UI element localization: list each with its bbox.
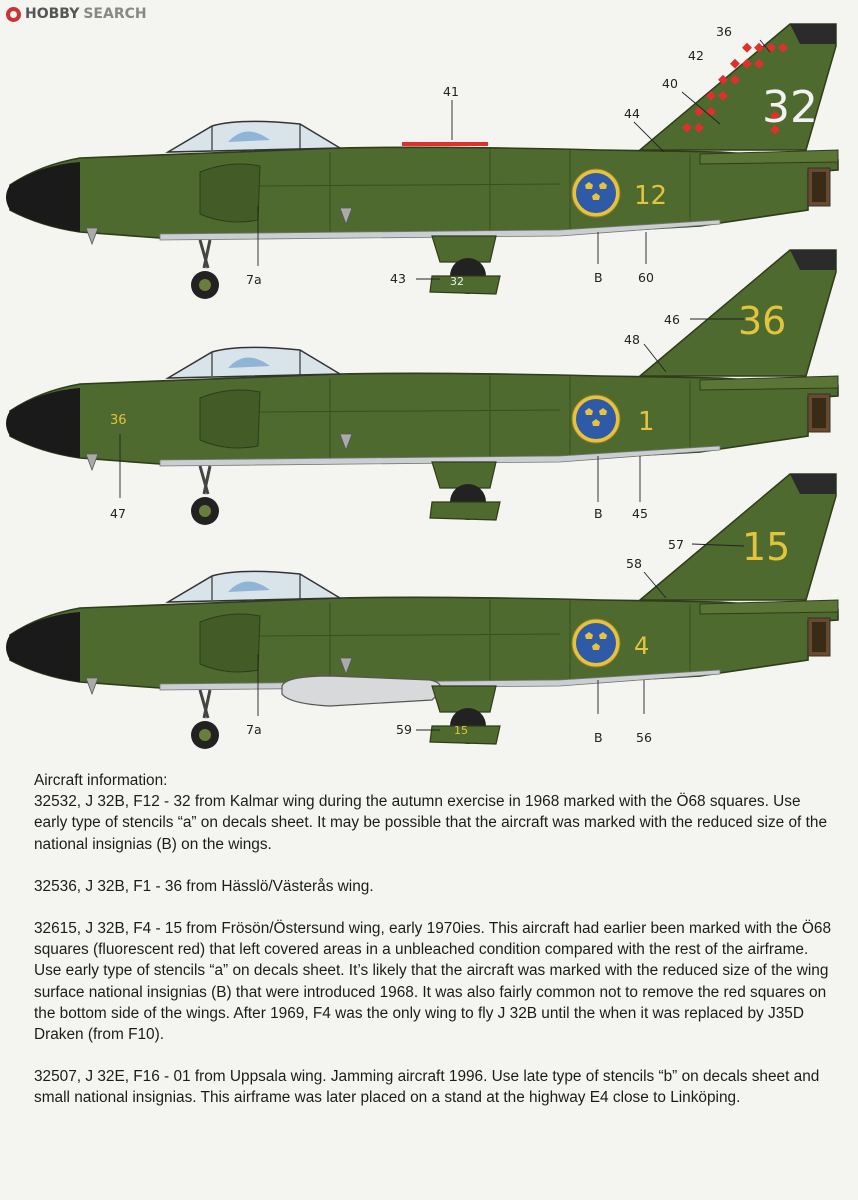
callout-42: 42 (688, 48, 704, 63)
callout-48: 48 (624, 332, 640, 347)
info-paragraph-32507: 32507, J 32E, F16 - 01 from Uppsala wing. Jamming aircraft 1996. Use late type of stencils “b” on decals sheet and small national insignias. This airframe was later placed on a stand at the highway E4 close to Linköping. (34, 1068, 820, 1107)
callout-41: 41 (443, 84, 459, 99)
aircraft-information (34, 770, 834, 1130)
callout-43: 43 (390, 271, 406, 286)
callout-B: B (594, 730, 603, 745)
callout-36: 36 (716, 24, 732, 39)
info-paragraph-32536: 32536, J 32B, F1 - 36 from Hässlö/Västerås wing. (34, 877, 374, 895)
callout-7a: 7a (246, 722, 262, 737)
callout-58: 58 (626, 556, 642, 571)
tail-code: 36 (738, 299, 787, 343)
gear-door-code: 32 (450, 275, 464, 288)
tail-code: 32 (762, 82, 818, 133)
fuselage-code: 1 (638, 407, 655, 437)
tail-code: 15 (742, 525, 791, 569)
callout-45: 45 (632, 506, 648, 521)
callout-40: 40 (662, 76, 678, 91)
callout-57: 57 (668, 537, 684, 552)
gear-door-code: 15 (454, 724, 468, 737)
callout-B: B (594, 270, 603, 285)
callout-47: 47 (110, 506, 126, 521)
info-paragraph-32532: 32532, J 32B, F12 - 32 from Kalmar wing during the autumn exercise in 1968 marked with the Ö68 squares. Use early type of stencils “a” on decals sheet. It may be possible that the aircraft was marked with the reduced size of the national insignias (B) on the wings. (34, 793, 828, 853)
callout-46: 46 (664, 312, 680, 327)
callout-59: 59 (396, 722, 412, 737)
callout-44: 44 (624, 106, 640, 121)
info-heading: Aircraft information: (34, 772, 168, 789)
watermark-brand: HOBBY (25, 6, 80, 22)
callout-B: B (594, 506, 603, 521)
callout-7a: 7a (246, 272, 262, 287)
info-paragraph-32615: 32615, J 32B, F4 - 15 from Frösön/Östersund wing, early 1970ies. This aircraft had earlier been marked with the Ö68 squares (fluorescent red) that left covered areas in a unbleached condition compared with the rest of the airframe. Use early type of stencils “a” on decals sheet. It’s likely that the aircraft was marked with the reduced size of the wing surface national insignias (B) that were introduced 1968. It was also fairly common not to remove the red squares on the bottom side of the wings. After 1969, F4 was the only wing to fly J 32B until the when it was replaced by J35D Draken (from F10). (34, 920, 832, 1044)
fuselage-code: 12 (634, 181, 668, 211)
fuselage-code: 4 (634, 632, 650, 660)
aircraft-profile-1 (6, 24, 838, 299)
callout-60: 60 (638, 270, 654, 285)
callout-56: 56 (636, 730, 652, 745)
aircraft-profile-2 (6, 250, 838, 525)
watermark-suffix: SEARCH (83, 6, 147, 22)
aircraft-profile-3 (6, 474, 838, 749)
nose-code: 36 (110, 413, 127, 428)
